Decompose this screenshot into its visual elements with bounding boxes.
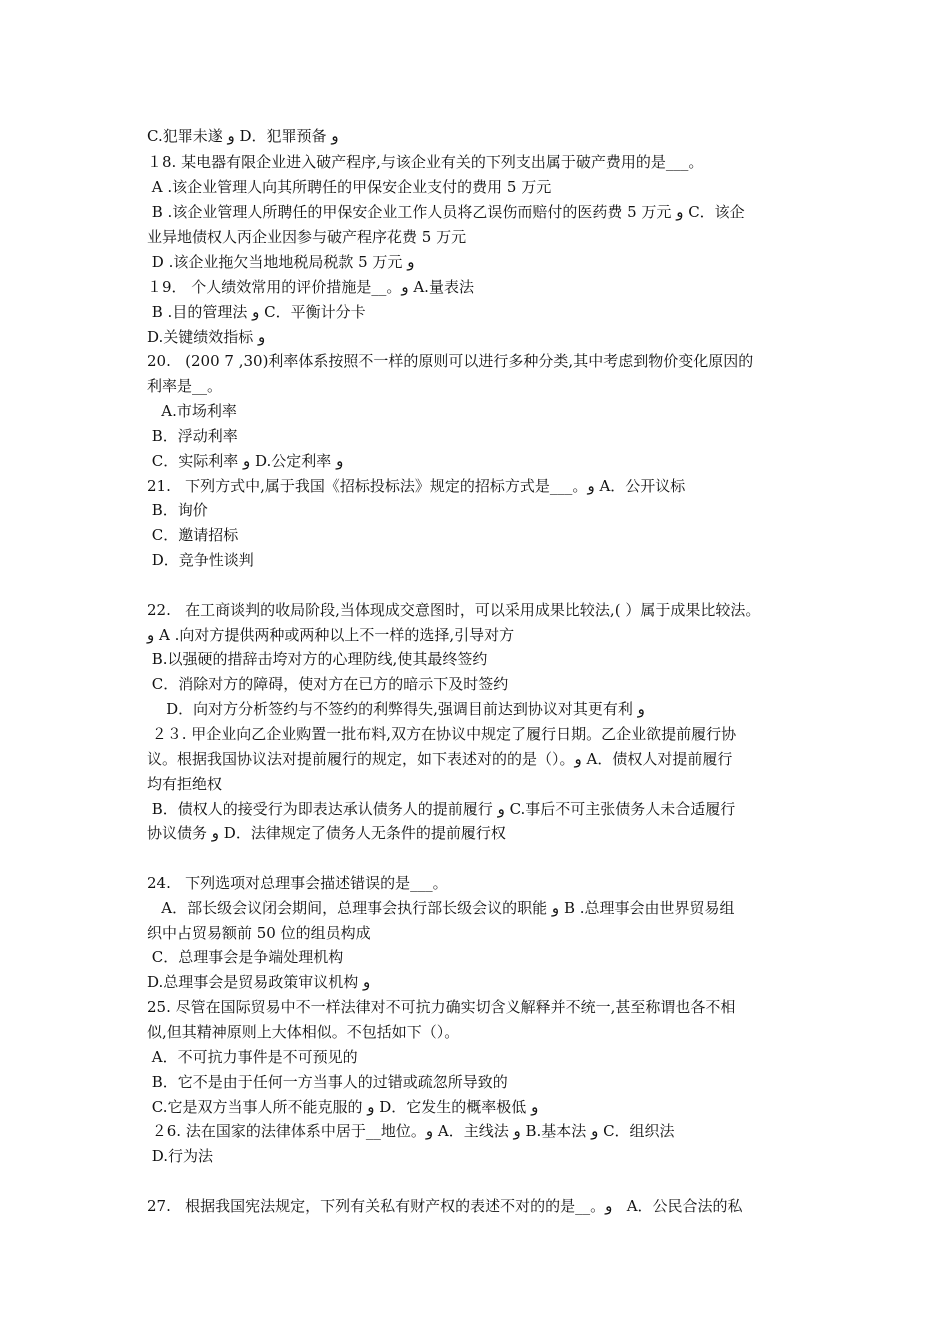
text-line: 22. 在工商谈判的收局阶段,当体现成交意图时，可以采用成果比较法,( ）属于成果比较法。 <box>147 601 761 619</box>
text-line: C.它是双方当事人所不能克服的 و D．它发生的概率极低 و <box>147 1098 539 1116</box>
text-line: A．不可抗力事件是不可预见的 <box>147 1048 358 1066</box>
text-line: B.以强硬的措辞击垮对方的心理防线,使其最终签约 <box>147 650 488 668</box>
text-line: B .目的管理法 و C．平衡计分卡 <box>147 303 366 321</box>
text-line: B．它不是由于任何一方当事人的过错或疏忽所导致的 <box>147 1073 508 1091</box>
text-line: و A .向对方提供两种或两种以上不一样的选择,引导对方 <box>147 626 515 644</box>
text-line: A .该企业管理人向其所聘任的甲保安企业支付的费用 5 万元 <box>147 178 552 196</box>
text-line: C．总理事会是争端处理机构 <box>147 948 344 966</box>
text-line: C.犯罪未遂 و D．犯罪预备 و <box>147 127 339 145</box>
text-line: C．消除对方的障碍，使对方在已方的暗示下及时签约 <box>147 675 509 693</box>
text-line: 25. 尽管在国际贸易中不一样法律对不可抗力确实切含义解释并不统一,甚至称谓也各不相 <box>147 998 736 1016</box>
text-line: B．债权人的接受行为即表达承认债务人的提前履行 و C.事后不可主张债务人未合适履行 <box>147 800 736 818</box>
text-line: ２３. 甲企业向乙企业购置一批布料,双方在协议中规定了履行日期。乙企业欲提前履行协 <box>147 725 737 743</box>
text-line: D.总理事会是贸易政策审议机构 و <box>147 973 371 991</box>
text-line: C．实际利率 و D.公定利率 و <box>147 452 344 470</box>
text-line: 业异地债权人丙企业因参与破产程序花费 5 万元 <box>147 228 467 246</box>
text-line: D .该企业拖欠当地地税局税款 5 万元 و <box>147 253 415 271</box>
text-line: B．询价 <box>147 501 208 519</box>
text-line: D．向对方分析签约与不签约的利弊得失,强调目前达到协议对其更有利 و <box>147 700 645 718</box>
text-line: 议。根据我国协议法对提前履行的规定，如下表述对的的是（）。و A．债权人对提前履行 <box>147 750 733 768</box>
text-line: 均有拒绝权 <box>147 775 223 793</box>
text-line: 27. 根据我国宪法规定，下列有关私有财产权的表述不对的的是__。و A．公民合法的私 <box>147 1197 743 1215</box>
text-line: １8. 某电器有限企业进入破产程序,与该企业有关的下列支出属于破产费用的是___。 <box>147 153 704 171</box>
text-line: 24. 下列选项对总理事会描述错误的是___。 <box>147 874 448 892</box>
text-line: 似,但其精神原则上大体相似。不包括如下（）。 <box>147 1023 460 1041</box>
text-line: B .该企业管理人所聘任的甲保安企业工作人员将乙误伤而赔付的医药费 5 万元 و C．该企 <box>147 203 745 221</box>
text-line: A．部长级会议闭会期间，总理事会执行部长级会议的职能 و B .总理事会由世界贸易组 <box>147 899 735 917</box>
text-line: D.行为法 <box>147 1147 214 1165</box>
text-line: A.市场利率 <box>147 402 237 420</box>
text-line: 21. 下列方式中,属于我国《招标投标法》规定的招标方式是___。و A．公开议标 <box>147 477 686 495</box>
text-line: C．邀请招标 <box>147 526 239 544</box>
text-line: D.关键绩效指标 و <box>147 328 266 346</box>
text-line: 利率是__。 <box>147 377 223 395</box>
text-line: 织中占贸易额前 50 位的组员构成 <box>147 924 371 942</box>
text-line: D．竞争性谈判 <box>147 551 254 569</box>
text-line: ２6. 法在国家的法律体系中居于__地位。و A．主线法 و B.基本法 و C．组织法 <box>147 1122 675 1140</box>
text-line: B．浮动利率 <box>147 427 238 445</box>
text-line: 20. (200 7 ,30)利率体系按照不一样的原则可以进行多种分类,其中考虑到物价变化原因的 <box>147 352 754 370</box>
text-line: 协议债务 و D．法律规定了债务人无条件的提前履行权 <box>147 824 506 842</box>
text-line: １9． 个人绩效常用的评价措施是__。و A.量表法 <box>147 278 474 296</box>
